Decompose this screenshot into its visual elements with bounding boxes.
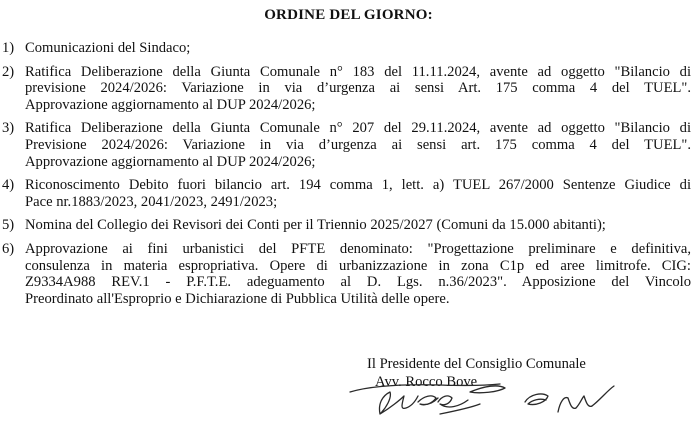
agenda-item-line: Ratifica Deliberazione della Giunta Comunale n° 207 del 29.11.2024, avente ad oggetto "Bilancio di: [25, 120, 691, 137]
agenda-item: [0, 64, 697, 114]
agenda-item-number: 3): [2, 120, 15, 137]
signatory-role: Il Presidente del Consiglio Comunale: [367, 356, 586, 372]
agenda-item-text: [25, 241, 691, 307]
agenda-item-number: 4): [2, 177, 15, 194]
agenda-item-number: 2): [2, 63, 15, 80]
agenda-item-line: previsione 2024/2026: Variazione in via d’urgenza ai sensi Art. 175 comma 4 del TUEL".: [25, 80, 691, 97]
agenda-item-text: [25, 177, 691, 210]
agenda-item-text: [25, 64, 691, 114]
agenda-item-line: Approvazione aggiornamento al DUP 2024/2026;: [25, 153, 316, 170]
agenda-item-line: Comunicazioni del Sindaco;: [25, 40, 191, 56]
agenda-item-line: consulenza in materia espropriativa. Opere di urbanizzazione in zona C1p ed aree limitrofe. CIG:: [25, 257, 691, 274]
agenda-item-line: Riconoscimento Debito fuori bilancio art. 194 comma 1, lett. a) TUEL 267/2000 Sentenze Giudice di: [25, 177, 691, 194]
agenda-item-line: Z9334A988 REV.1 - P.F.T.E. adeguamento al D. Lgs. n.36/2023". Apposizione del Vincolo: [25, 274, 691, 291]
agenda-item: [0, 217, 697, 234]
agenda-item-line: Previsione 2024/2026: Variazione in via d’urgenza ai sensi art. 175 comma 4 del TUEL".: [25, 136, 691, 153]
agenda-item: [0, 40, 697, 57]
agenda-item: [0, 120, 697, 170]
page-title: ORDINE DEL GIORNO:: [264, 7, 433, 23]
agenda-item-line: Pace nr.1883/2023, 2041/2023, 2491/2023;: [25, 193, 278, 210]
agenda-list: [0, 40, 697, 314]
agenda-item: [0, 241, 697, 307]
agenda-item-line: Preordinato all'Esproprio e Dichiarazione di Pubblica Utilità delle opere.: [25, 290, 450, 307]
agenda-item-line: Approvazione aggiornamento al DUP 2024/2026;: [25, 96, 316, 113]
agenda-item-text: [25, 120, 691, 170]
agenda-item-line: Nomina del Collegio dei Revisori dei Conti per il Triennio 2025/2027 (Comuni da 15.000 abitanti);: [25, 217, 606, 234]
agenda-item-line: Approvazione ai fini urbanistici del PFTE denominato: "Progettazione preliminare e definitiva,: [25, 240, 691, 257]
agenda-item-line: Ratifica Deliberazione della Giunta Comunale n° 183 del 11.11.2024, avente ad oggetto "Bilancio di: [25, 63, 691, 80]
agenda-item: [0, 177, 697, 210]
agenda-item-text: [25, 40, 691, 57]
signatory-name: Avv. Rocco Bove: [375, 374, 478, 390]
agenda-item-number: 5): [2, 217, 15, 234]
agenda-item-text: [25, 217, 691, 234]
signature-block: [350, 356, 690, 424]
handwritten-signature-icon: [320, 362, 640, 424]
agenda-item-number: 1): [2, 40, 15, 56]
agenda-item-number: 6): [2, 240, 15, 257]
